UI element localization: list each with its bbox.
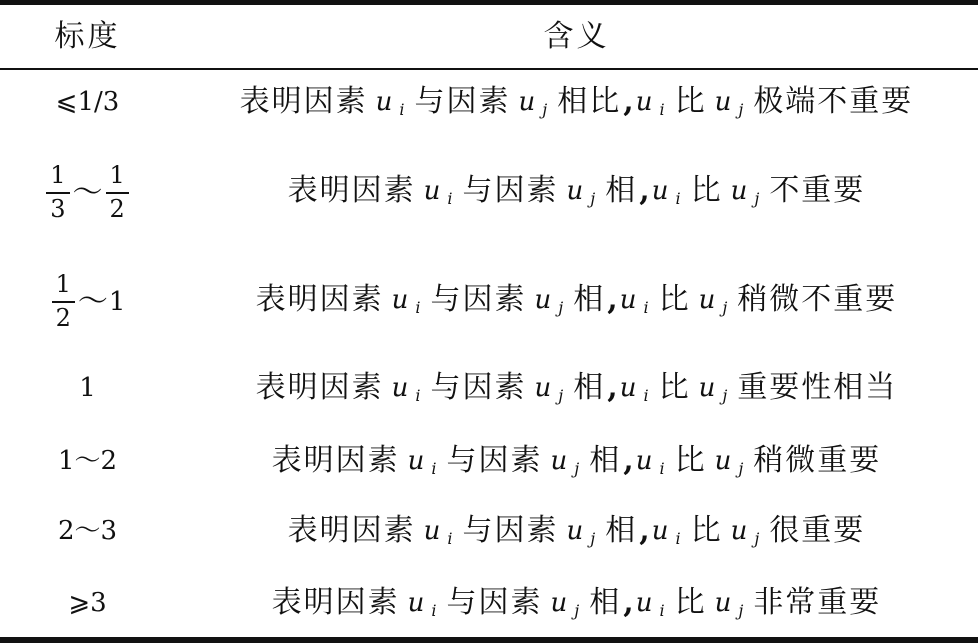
row-meaning: [175, 70, 978, 134]
meaning-rel: 相: [573, 370, 606, 405]
sub-i: i: [659, 459, 665, 478]
var-u: u: [375, 87, 393, 117]
meaning-prefix: 表明因素: [287, 513, 416, 548]
sub-j: j: [722, 386, 728, 405]
meaning-degree: 非常重要: [753, 585, 882, 620]
row-meaning: [175, 155, 978, 227]
sub-j: j: [558, 386, 564, 405]
meaning-degree: 不重要: [769, 173, 866, 208]
row-meaning: [175, 428, 978, 494]
meaning-mid: 与因素: [430, 370, 527, 405]
meaning-rel: 相: [573, 282, 606, 317]
var-u: u: [566, 516, 584, 546]
var-u: u: [651, 176, 669, 206]
var-u: u: [407, 588, 425, 618]
meaning-mid: 与因素: [446, 443, 543, 478]
meaning-prefix: 表明因素: [271, 443, 400, 478]
sub-j: j: [754, 189, 760, 208]
var-u: u: [619, 285, 637, 315]
sub-i: i: [415, 298, 421, 317]
var-u: u: [714, 588, 732, 618]
var-u: u: [635, 446, 653, 476]
sub-i: i: [447, 189, 453, 208]
fraction-numerator: 1: [50, 161, 66, 190]
fraction-denominator: 3: [50, 195, 66, 223]
fraction-bar: [106, 192, 129, 194]
var-u: u: [550, 588, 568, 618]
meaning-prefix: 表明因素: [255, 370, 384, 405]
var-u: u: [518, 87, 536, 117]
fraction-denominator: 2: [109, 195, 125, 223]
var-u: u: [423, 176, 441, 206]
var-u: u: [550, 446, 568, 476]
sub-j: j: [542, 100, 548, 119]
meaning-degree: 稍微不重要: [737, 282, 898, 317]
row-scale: 2～3: [57, 516, 118, 546]
sub-j: j: [738, 459, 744, 478]
fraction: [46, 162, 69, 223]
sub-i: i: [431, 601, 437, 620]
sub-j: j: [558, 298, 564, 317]
var-u: u: [635, 588, 653, 618]
table-bottom-rule: [0, 637, 978, 643]
var-u: u: [534, 373, 552, 403]
fraction-denominator: 2: [55, 304, 71, 332]
meaning-degree: 重要性相当: [737, 370, 898, 405]
meaning-prefix: 表明因素: [239, 84, 368, 119]
sub-j: j: [574, 459, 580, 478]
var-u: u: [651, 516, 669, 546]
meaning-cmp: 比: [658, 370, 691, 405]
var-u: u: [698, 285, 716, 315]
row-meaning: [175, 498, 978, 564]
meaning-cmp: 比: [674, 443, 707, 478]
fraction-numerator: 1: [55, 270, 71, 299]
meaning-comma: ,: [607, 370, 618, 405]
meaning-rel: 相: [589, 443, 622, 478]
row-meaning: [175, 570, 978, 636]
header-scale: 标度: [54, 18, 121, 54]
meaning-degree: 稍微重要: [753, 443, 882, 478]
row-meaning: [175, 355, 978, 421]
meaning-comma: ,: [623, 84, 634, 119]
sub-i: i: [659, 100, 665, 119]
meaning-comma: ,: [623, 585, 634, 620]
sub-j: j: [590, 189, 596, 208]
sub-i: i: [675, 189, 681, 208]
sub-i: i: [431, 459, 437, 478]
sub-i: i: [659, 601, 665, 620]
row-scale: 1: [79, 373, 96, 403]
meaning-rel: 相: [605, 173, 638, 208]
var-u: u: [534, 285, 552, 315]
header-meaning: 含义: [543, 18, 610, 54]
row-scale: [0, 252, 175, 352]
var-u: u: [714, 446, 732, 476]
meaning-degree: 很重要: [769, 513, 866, 548]
var-u: u: [566, 176, 584, 206]
fraction-numerator: 1: [109, 161, 125, 190]
meaning-mid: 与因素: [462, 173, 559, 208]
scale-tilde: ～: [72, 175, 103, 210]
var-u: u: [407, 446, 425, 476]
meaning-cmp: 比: [674, 585, 707, 620]
meaning-prefix: 表明因素: [255, 282, 384, 317]
meaning-cmp: 比: [674, 84, 707, 119]
meaning-rel: 相: [589, 585, 622, 620]
var-u: u: [619, 373, 637, 403]
row-meaning: [175, 264, 978, 336]
meaning-comma: ,: [607, 282, 618, 317]
meaning-mid: 与因素: [430, 282, 527, 317]
meaning-cmp: 比: [658, 282, 691, 317]
row-scale: 1～2: [57, 446, 118, 476]
sub-j: j: [590, 529, 596, 548]
sub-j: j: [738, 100, 744, 119]
var-u: u: [391, 285, 409, 315]
var-u: u: [698, 373, 716, 403]
meaning-rel: 相比: [557, 84, 622, 119]
sub-j: j: [574, 601, 580, 620]
fraction-bar: [46, 192, 69, 194]
meaning-mid: 与因素: [446, 585, 543, 620]
meaning-prefix: 表明因素: [287, 173, 416, 208]
var-u: u: [423, 516, 441, 546]
meaning-comma: ,: [639, 173, 650, 208]
meaning-cmp: 比: [690, 513, 723, 548]
var-u: u: [730, 176, 748, 206]
meaning-comma: ,: [639, 513, 650, 548]
scale-tilde: ～: [77, 284, 108, 319]
meaning-cmp: 比: [690, 173, 723, 208]
fraction-bar: [52, 301, 75, 303]
fraction: [106, 162, 129, 223]
meaning-mid: 与因素: [414, 84, 511, 119]
sub-i: i: [399, 100, 405, 119]
fraction: [52, 271, 75, 332]
sub-j: j: [754, 529, 760, 548]
sub-i: i: [447, 529, 453, 548]
meaning-prefix: 表明因素: [271, 585, 400, 620]
var-u: u: [635, 87, 653, 117]
sub-j: j: [738, 601, 744, 620]
sub-i: i: [643, 298, 649, 317]
row-scale: ⩽1/3: [55, 87, 120, 117]
meaning-comma: ,: [623, 443, 634, 478]
meaning-rel: 相: [605, 513, 638, 548]
var-u: u: [391, 373, 409, 403]
sub-i: i: [675, 529, 681, 548]
sub-j: j: [722, 298, 728, 317]
var-u: u: [714, 87, 732, 117]
sub-i: i: [643, 386, 649, 405]
meaning-mid: 与因素: [462, 513, 559, 548]
meaning-degree: 极端不重要: [753, 84, 914, 119]
scale-value: 1: [108, 287, 126, 317]
var-u: u: [730, 516, 748, 546]
row-scale: ⩾3: [68, 588, 107, 618]
row-scale: [0, 143, 175, 243]
sub-i: i: [415, 386, 421, 405]
